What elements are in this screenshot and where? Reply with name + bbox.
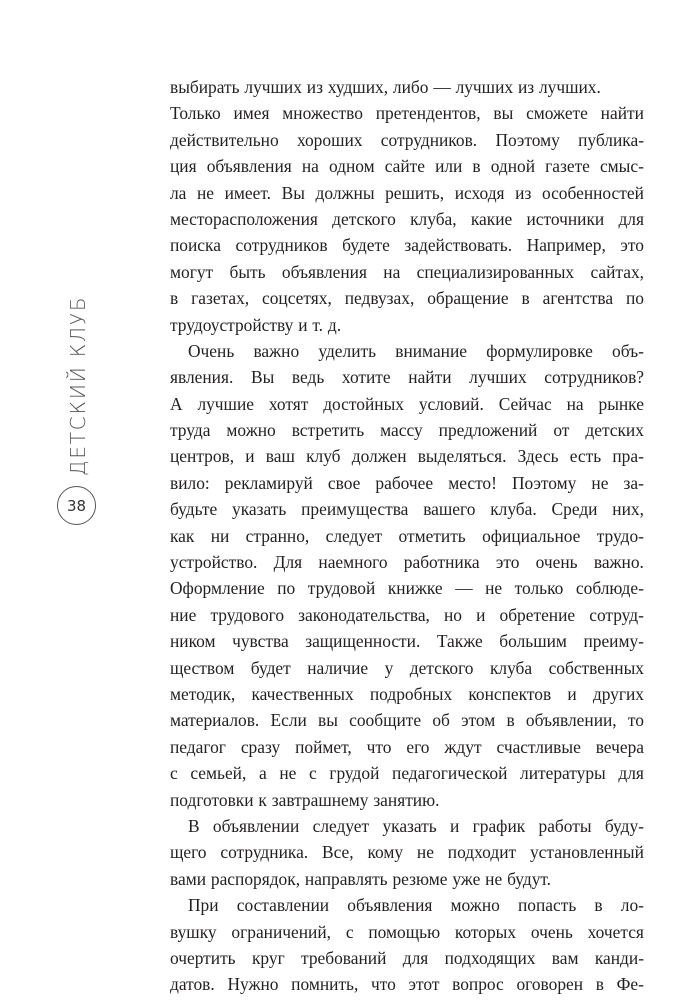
word: Здесь — [517, 446, 559, 467]
word: канди- — [594, 947, 644, 968]
word: указать — [232, 499, 287, 520]
word: объявления — [206, 156, 292, 177]
word: худших, — [327, 77, 389, 97]
word: на — [383, 261, 401, 282]
word: наличие — [307, 657, 369, 678]
word: но — [444, 604, 463, 625]
word: Сейчас — [498, 393, 552, 414]
word: хочется — [587, 921, 644, 942]
word: одном — [328, 156, 375, 177]
word: занятию. — [373, 789, 440, 810]
word: задействовать. — [404, 235, 513, 256]
word: в — [521, 288, 530, 309]
word: место! — [448, 472, 497, 493]
word: Также — [436, 631, 483, 652]
word: попасть — [517, 895, 577, 916]
word: найти — [408, 367, 452, 388]
word: других — [592, 683, 644, 704]
word: помнить, — [291, 974, 359, 995]
word: счастливые — [496, 736, 581, 757]
word: клуба, — [410, 208, 457, 229]
word: детского — [409, 657, 474, 678]
word: из — [306, 77, 323, 97]
word: наемного — [318, 552, 388, 573]
word: что — [366, 736, 392, 757]
word: смыс- — [599, 156, 644, 177]
word: защищенности. — [305, 631, 421, 652]
word: Вы — [250, 367, 275, 388]
text-line — [170, 232, 644, 258]
text-line — [170, 681, 644, 707]
text-line — [170, 391, 644, 417]
word: подробных — [369, 683, 453, 704]
word: в — [170, 288, 179, 309]
word: явления. — [170, 367, 234, 388]
word: решить, — [385, 182, 445, 203]
text-line — [170, 523, 644, 549]
word: Вы — [281, 182, 305, 203]
word: Нужно — [227, 974, 279, 995]
word: отметить — [398, 525, 466, 546]
text-line — [170, 734, 644, 760]
word: объявления — [281, 261, 367, 282]
page-number: 38 — [66, 496, 87, 515]
word: его — [406, 736, 430, 757]
word: из — [517, 77, 535, 97]
word: важно — [253, 340, 300, 361]
word: книжке — [387, 578, 443, 599]
body-text — [170, 74, 644, 998]
word: газете — [545, 156, 590, 177]
word: трудо- — [596, 525, 644, 546]
word: множество — [282, 103, 363, 124]
word: клуба. — [490, 499, 537, 520]
word: педагог — [170, 736, 226, 757]
word: д. — [327, 314, 342, 335]
word: публика- — [578, 129, 644, 150]
word: ваш — [265, 446, 295, 467]
text-line — [170, 443, 644, 469]
text-line — [170, 285, 644, 311]
word: поиска — [170, 235, 221, 256]
word: ние — [170, 604, 197, 625]
word: кому — [367, 842, 404, 863]
word: детского — [332, 208, 396, 229]
word: следует — [325, 525, 383, 546]
word: собственных — [548, 657, 644, 678]
word: Фе- — [616, 974, 644, 995]
text-line — [170, 417, 644, 443]
word: уже — [452, 868, 481, 889]
word: законодательства, — [298, 604, 430, 625]
word: вам — [551, 947, 579, 968]
word: массу — [380, 420, 423, 441]
word: сотрудника. — [220, 842, 309, 863]
word: и — [245, 446, 255, 467]
word: лучших. — [538, 77, 601, 97]
word: очень — [535, 552, 578, 573]
word: сотруд- — [589, 604, 644, 625]
word: щего — [170, 842, 207, 863]
word: за- — [623, 472, 644, 493]
word: следует — [312, 815, 370, 836]
word: особенностей — [541, 182, 644, 203]
word: из — [515, 182, 532, 203]
word: соцсетях, — [262, 288, 332, 309]
word: это — [620, 235, 644, 256]
word: устройство. — [170, 552, 258, 573]
text-line — [170, 575, 644, 601]
text-line — [170, 971, 644, 997]
text-line — [170, 892, 644, 918]
word: которых — [454, 921, 517, 942]
word: газетах, — [191, 288, 250, 309]
word: не — [485, 868, 503, 889]
word: конспектов — [468, 683, 552, 704]
word: этом — [461, 710, 496, 731]
word: подходящих — [444, 947, 536, 968]
text-line — [170, 628, 644, 654]
word: семьей, — [190, 763, 247, 784]
text-line — [170, 338, 644, 364]
word: и — [476, 604, 486, 625]
word: имеет. — [224, 182, 272, 203]
word: детских — [585, 420, 644, 441]
word: и — [450, 815, 460, 836]
word: в — [595, 974, 604, 995]
word: подходит — [447, 842, 517, 863]
word: оговорен — [516, 974, 584, 995]
text-line — [170, 919, 644, 945]
word: будет — [250, 657, 291, 678]
word: ограничений, — [231, 921, 332, 942]
word: сразу — [240, 736, 281, 757]
word: не — [197, 182, 215, 203]
word: действительно — [170, 129, 279, 150]
word: чувства — [232, 631, 289, 652]
word: Например, — [526, 235, 606, 256]
text-line — [170, 760, 644, 786]
word: вы — [318, 710, 338, 731]
word: только — [514, 578, 564, 599]
word: в — [472, 156, 481, 177]
text-line — [170, 364, 644, 390]
word: лучших — [455, 77, 514, 97]
word: грудой — [329, 763, 380, 784]
word: уделить — [318, 340, 377, 361]
word: исходя — [454, 182, 505, 203]
word: соблюде- — [575, 578, 644, 599]
word: направлять — [304, 868, 388, 889]
word: Для — [273, 552, 303, 573]
word: и — [567, 683, 577, 704]
word: не — [279, 763, 297, 784]
word: В — [188, 815, 200, 836]
text-line — [170, 180, 644, 206]
word: какие — [470, 208, 513, 229]
word: либо — [392, 77, 429, 97]
word: сайте — [384, 156, 425, 177]
word: — — [433, 77, 451, 97]
word: сайтах, — [590, 261, 644, 282]
text-line — [170, 100, 644, 126]
word: можно — [450, 895, 500, 916]
word: труда — [170, 420, 211, 441]
word: на — [301, 156, 319, 177]
word: т. — [312, 314, 323, 335]
running-head: ДЕТСКИЙ КЛУБ — [66, 295, 90, 476]
text-line — [170, 496, 644, 522]
word: важно. — [593, 552, 644, 573]
word: распорядок, — [210, 868, 301, 889]
word: ждут — [444, 736, 482, 757]
word: вашего — [423, 499, 476, 520]
word: пра- — [612, 446, 644, 467]
word: одной — [490, 156, 536, 177]
text-line — [170, 312, 644, 338]
word: вопрос — [452, 974, 504, 995]
word: сотрудников? — [544, 367, 644, 388]
word: ла — [170, 182, 187, 203]
word: у — [384, 657, 394, 678]
word: хороших — [296, 129, 363, 150]
word: график — [472, 815, 526, 836]
word: клуба — [489, 657, 533, 678]
word: Очень — [188, 340, 235, 361]
word: педагогической — [392, 763, 508, 784]
word: сможете — [526, 103, 588, 124]
word: рекламируй — [224, 472, 313, 493]
word: как — [170, 525, 195, 546]
text-line — [170, 945, 644, 971]
word: Поэтому — [511, 472, 577, 493]
word: об — [432, 710, 450, 731]
word: объявлении, — [525, 710, 617, 731]
word: При — [188, 895, 219, 916]
word: должен — [351, 446, 407, 467]
word: Оформление — [170, 578, 265, 599]
word: можно — [226, 420, 276, 441]
word: трудового — [210, 604, 285, 625]
word: — — [455, 578, 473, 599]
word: для — [618, 208, 644, 229]
word: преимущества — [301, 499, 409, 520]
word: что — [371, 974, 396, 995]
word: внимание — [395, 340, 467, 361]
word: условий. — [418, 393, 484, 414]
word: завтрашнему — [271, 789, 369, 810]
word: сотрудников — [235, 235, 328, 256]
word: ществом — [170, 657, 235, 678]
word: агентства — [542, 288, 614, 309]
word: вечера — [595, 736, 644, 757]
word: это — [495, 552, 520, 573]
word: лучших — [469, 367, 527, 388]
text-line — [170, 470, 644, 496]
word: датов. — [170, 974, 215, 995]
word: составлении — [236, 895, 330, 916]
text-line — [170, 655, 644, 681]
word: для — [618, 763, 644, 784]
word: установленный — [529, 842, 644, 863]
text-line — [170, 839, 644, 865]
word: Поэтому — [495, 129, 560, 150]
word: Только — [170, 103, 221, 124]
word: поймет, — [295, 736, 352, 757]
word: вами — [170, 868, 207, 889]
word: требований — [301, 947, 387, 968]
word: должны — [315, 182, 375, 203]
word: ни — [210, 525, 230, 546]
word: подготовки — [170, 789, 254, 810]
word: ником — [170, 631, 216, 652]
word: вы — [493, 103, 514, 124]
word: и — [298, 314, 308, 335]
word: работника — [403, 552, 480, 573]
word: с — [170, 763, 178, 784]
word: ция — [170, 156, 197, 177]
word: лучшие — [197, 393, 254, 414]
word: найти — [600, 103, 644, 124]
text-line — [170, 707, 644, 733]
word: круг — [251, 947, 285, 968]
word: источники — [526, 208, 605, 229]
word: хотите — [341, 367, 391, 388]
word: методик, — [170, 683, 236, 704]
word: в — [594, 895, 603, 916]
word: центров, — [170, 446, 235, 467]
word: указать — [382, 815, 437, 836]
word: А — [170, 393, 183, 414]
word: Все, — [321, 842, 354, 863]
text-line — [170, 813, 644, 839]
text-line — [170, 127, 644, 153]
word: работы — [538, 815, 592, 836]
text-line — [170, 206, 644, 232]
word: рабочее — [375, 472, 434, 493]
word: рынке — [598, 393, 644, 414]
word: хотят — [268, 393, 309, 414]
word: с — [345, 921, 354, 942]
word: преиму- — [583, 631, 644, 652]
word: будьте — [170, 499, 218, 520]
word: трудоустройству — [170, 314, 294, 335]
word: предложений — [438, 420, 538, 441]
word: на — [566, 393, 584, 414]
word: от — [553, 420, 570, 441]
word: по — [277, 578, 296, 599]
word: к — [258, 789, 267, 810]
word: а — [258, 763, 267, 784]
word: сообщите — [349, 710, 422, 731]
word: резюме — [392, 868, 448, 889]
word: Среди — [551, 499, 598, 520]
word: есть — [569, 446, 602, 467]
word: могут — [170, 261, 214, 282]
word: очень — [530, 921, 573, 942]
word: качественных — [251, 683, 354, 704]
word: месторасположения — [170, 208, 318, 229]
word: вило: — [170, 472, 210, 493]
word: будут. — [507, 868, 552, 889]
word: материалов. — [170, 710, 260, 731]
word: не — [591, 472, 609, 493]
word: лучших — [244, 77, 302, 97]
word: быть — [229, 261, 266, 282]
page-number-badge — [57, 486, 96, 525]
word: Если — [270, 710, 307, 731]
word: большим — [499, 631, 567, 652]
text-line — [170, 259, 644, 285]
word: не — [485, 578, 503, 599]
word: клуб — [306, 446, 341, 467]
word: них, — [612, 499, 644, 520]
word: то — [627, 710, 644, 731]
word: объ- — [612, 340, 644, 361]
word: трудовой — [307, 578, 376, 599]
word: официальное — [482, 525, 581, 546]
word: педвузах, — [344, 288, 415, 309]
word: встретить — [291, 420, 365, 441]
word: с — [308, 763, 317, 784]
word: литературы — [520, 763, 606, 784]
word: сотрудников. — [380, 129, 478, 150]
word: свое — [327, 472, 361, 493]
text-line — [170, 866, 644, 892]
word: для — [402, 947, 429, 968]
word: обретение — [499, 604, 576, 625]
word: ведь — [291, 367, 325, 388]
text-line — [170, 153, 644, 179]
word: специализированных — [416, 261, 575, 282]
word: или — [435, 156, 463, 177]
text-line — [170, 787, 644, 813]
text-line — [170, 602, 644, 628]
word: имея — [233, 103, 270, 124]
word: в — [506, 710, 515, 731]
word: претендентов, — [375, 103, 481, 124]
word: будете — [342, 235, 390, 256]
word: достойных — [323, 393, 404, 414]
word: вушку — [170, 921, 217, 942]
word: странно, — [245, 525, 310, 546]
word: объявлении — [212, 815, 300, 836]
word: ло- — [620, 895, 644, 916]
word: буду- — [604, 815, 644, 836]
word: объявления — [347, 895, 433, 916]
word: формулировке — [486, 340, 593, 361]
text-line — [170, 549, 644, 575]
word: выделяться. — [417, 446, 507, 467]
text-line — [170, 74, 644, 100]
word: не — [416, 842, 434, 863]
word: по — [625, 288, 644, 309]
word: очертить — [170, 947, 236, 968]
word: помощью — [368, 921, 441, 942]
word: обращение — [427, 288, 509, 309]
word: этот — [408, 974, 440, 995]
word: выбирать — [170, 77, 240, 97]
